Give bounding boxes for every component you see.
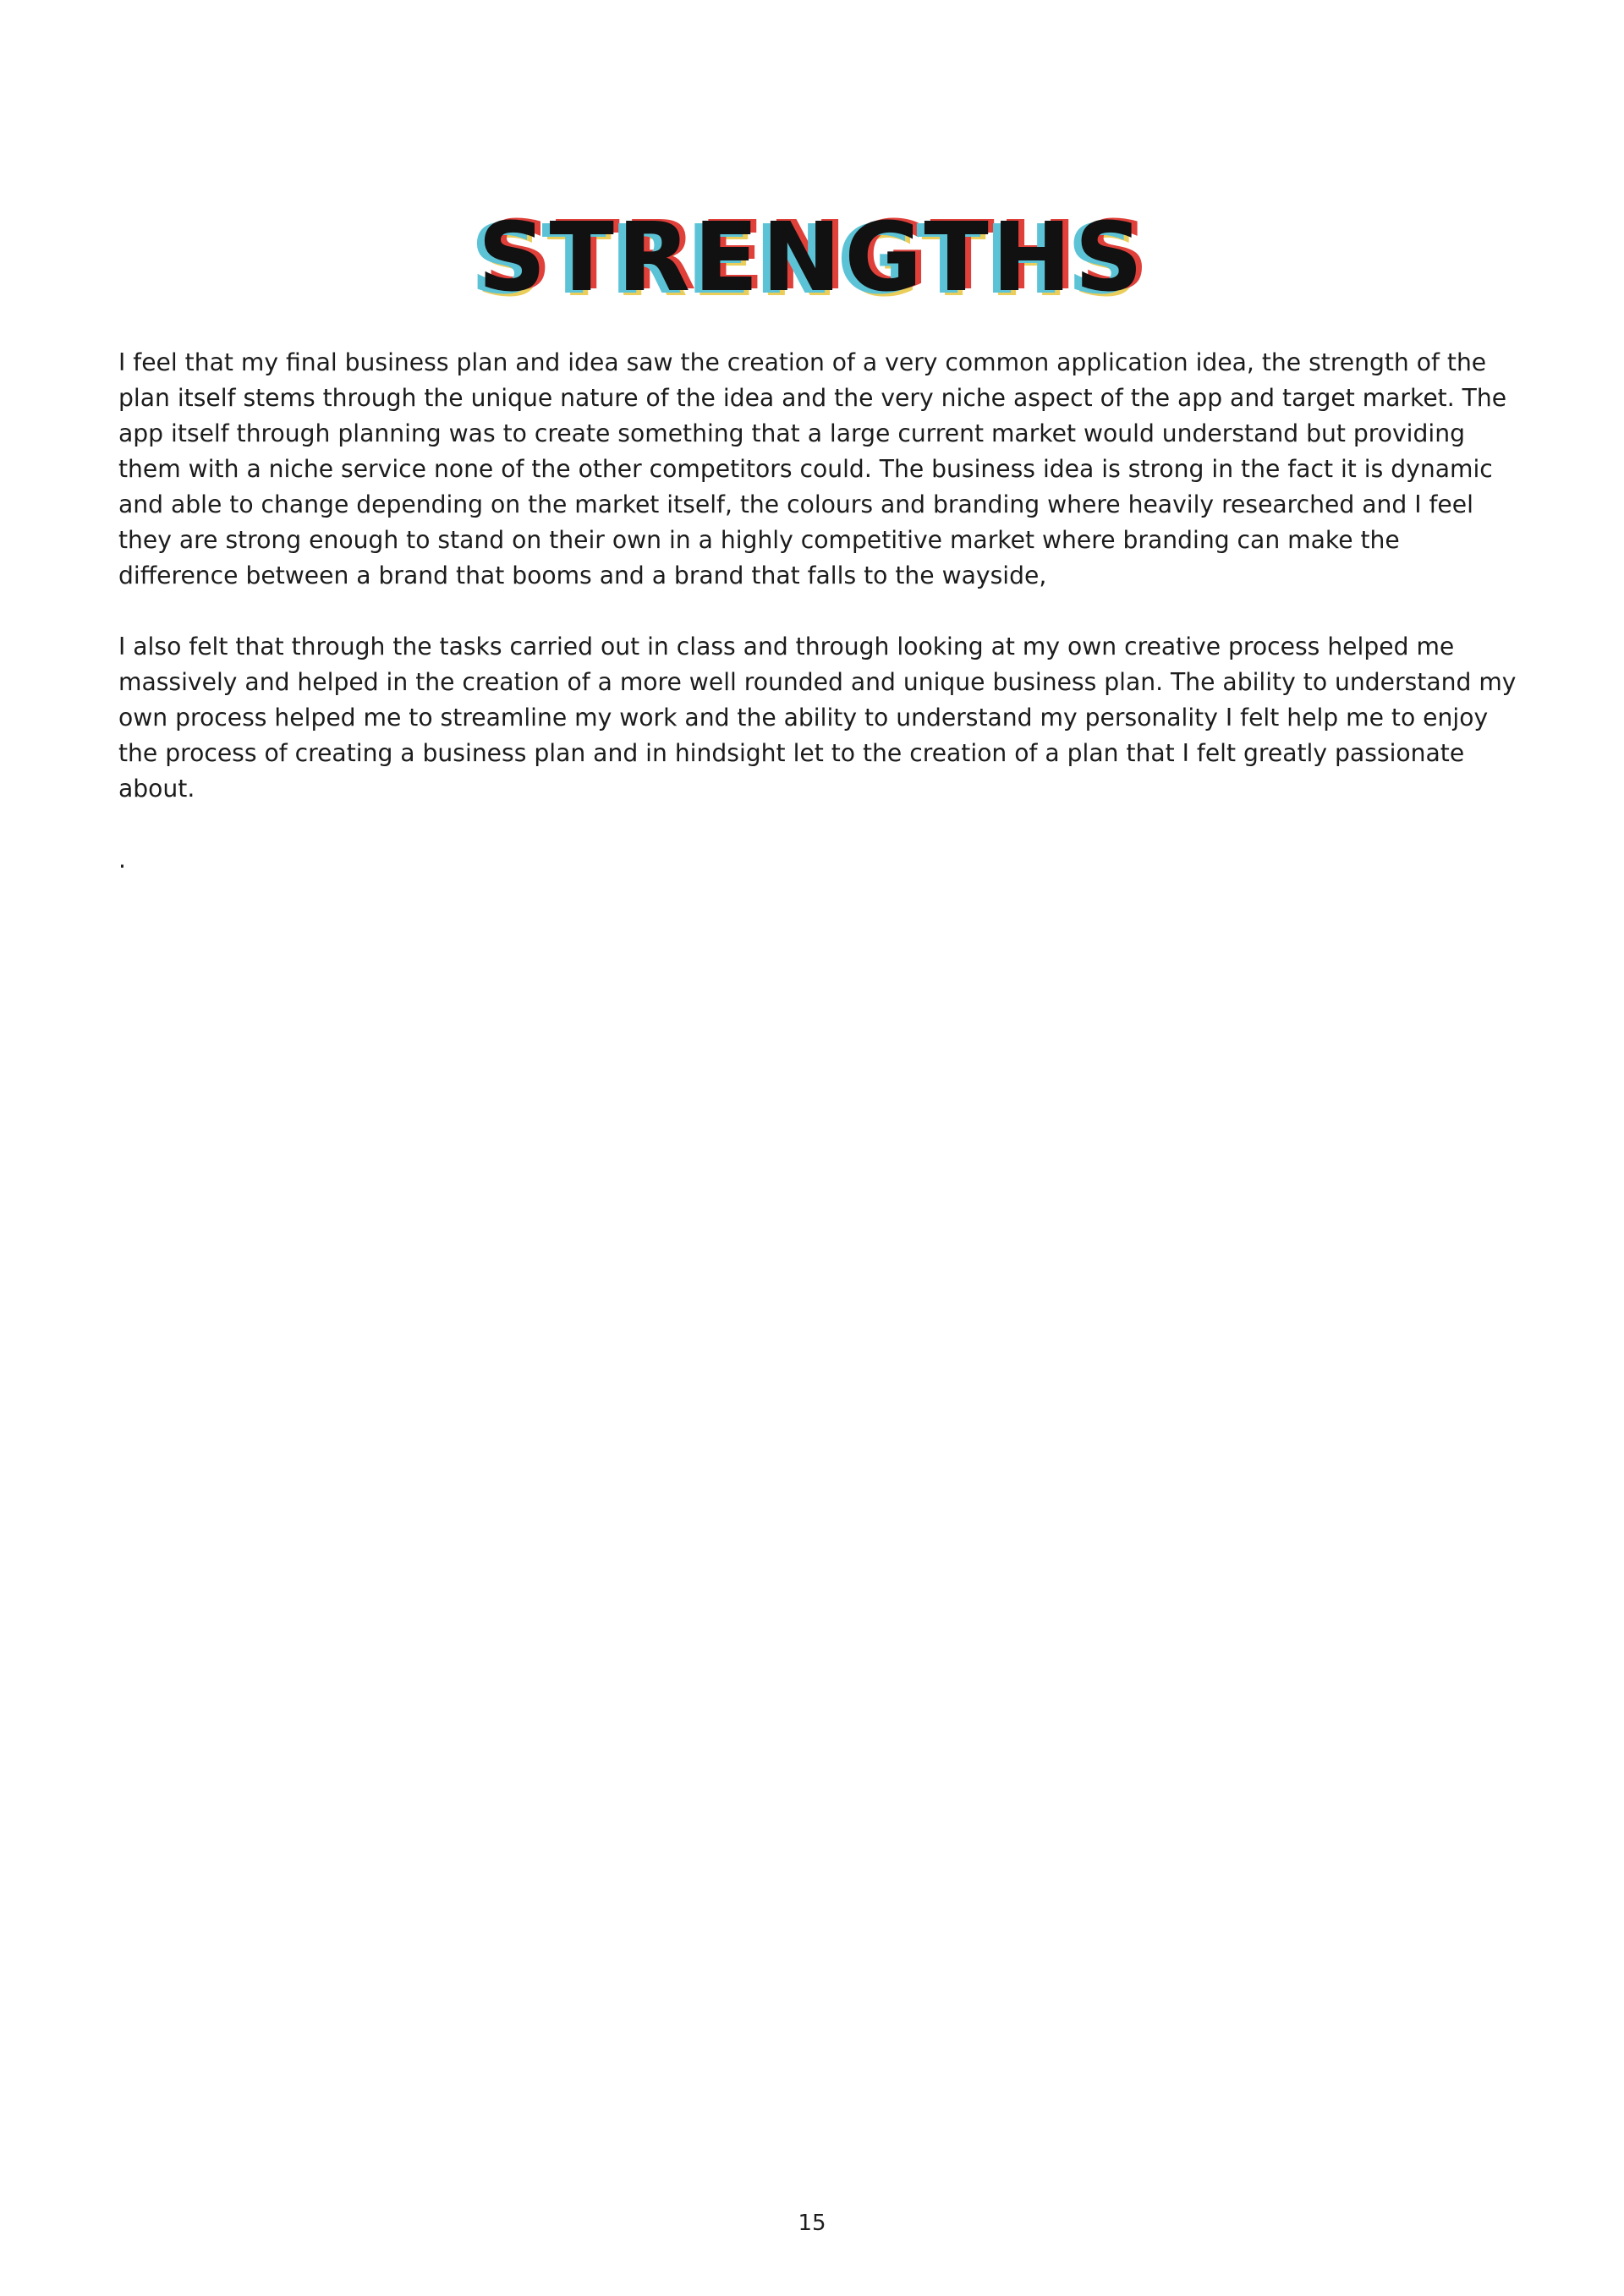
trailing-mark: . <box>118 846 126 874</box>
body-text <box>118 345 1522 913</box>
page-title: STRENGTHS <box>477 203 1147 314</box>
title-block <box>0 127 1624 314</box>
page-number: 15 <box>798 2211 826 2236</box>
paragraph-2: I also felt that through the tasks carried out in class and through looking at my own creative process helped me massively and helped in the creation of a more well rounded and unique business plan. The ability to understand my own process helped me to streamline my work and the ability to understand my personality I felt help me to enjoy the process of creating a business plan and in hindsight let to the creation of a plan that I felt greatly passionate about. <box>118 633 1517 803</box>
paragraph-1: I feel that my final business plan and idea saw the creation of a very common application idea, the strength of the plan itself stems through the unique nature of the idea and the very niche aspect of the app and target market. The app itself through planning was to create something that a large current market would understand but providing them with a niche service none of the other competitors could. The business idea is strong in the fact it is dynamic and able to change depending on the market itself, the colours and branding where heavily researched and I feel they are strong enough to stand on their own in a highly competitive market where branding can make the difference between a brand that booms and a brand that falls to the wayside, <box>118 348 1507 589</box>
